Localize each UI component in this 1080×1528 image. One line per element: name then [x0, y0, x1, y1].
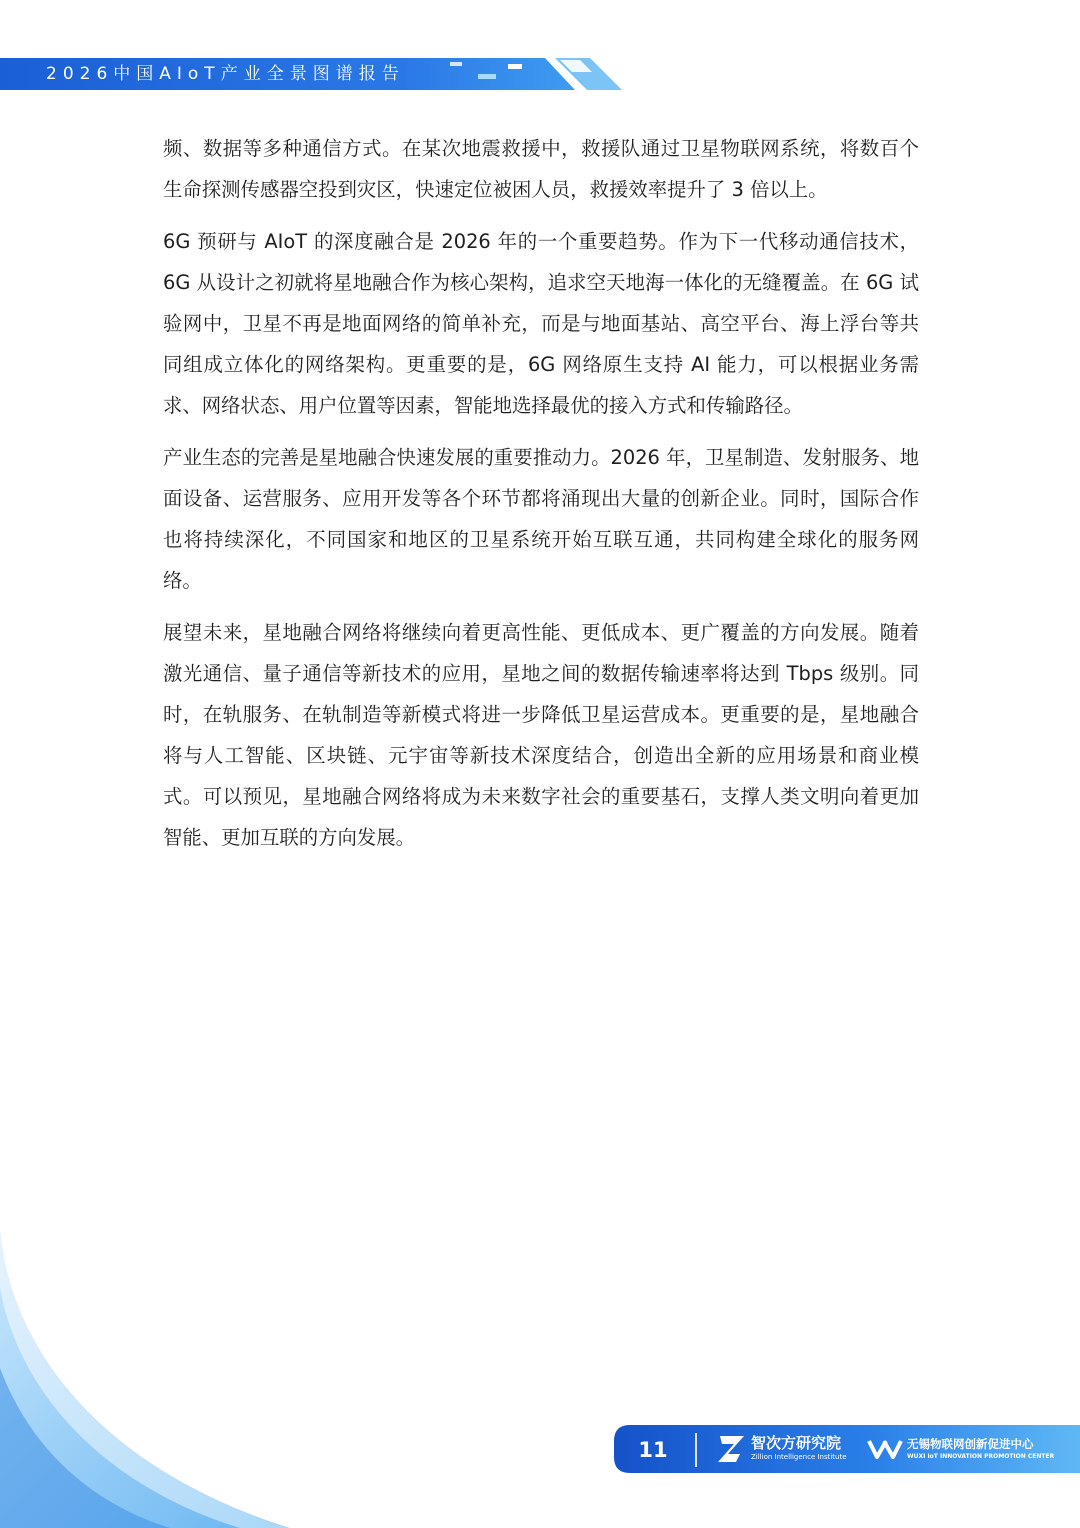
paragraph: 6G 预研与 AIoT 的深度融合是 2026 年的一个重要趋势。作为下一代移动通信技术，6G 从设计之初就将星地融合作为核心架构，追求空天地海一体化的无缝覆盖。在 6G 试验网中，卫星不再是地面网络的简单补充，而是与地面基站、高空平台、海上浮台等共同组成立体化的网络架构。更重要的是，6G 网络原生支持 AI 能力，可以根据业务需求、网络状态、用户位置等因素，智能地选择最优的接入方式和传输路径。: [163, 230, 919, 417]
paragraph: 频、数据等多种通信方式。在某次地震救援中，救援队通过卫星物联网系统，将数百个生命探测传感器空投到灾区，快速定位被困人员，救援效率提升了 3 倍以上。: [163, 137, 919, 201]
paragraph: 展望未来，星地融合网络将继续向着更高性能、更低成本、更广覆盖的方向发展。随着激光通信、量子通信等新技术的应用，星地之间的数据传输速率将达到 Tbps 级别。同时，在轨服务、在轨制造等新模式将进一步降低卫星运营成本。更重要的是，星地融合将与人工智能、区块链、元宇宙等新技术深度结合，创造出全新的应用场景和商业模式。可以预见，星地融合网络将成为未来数字社会的重要基石，支撑人类文明向着更加智能、更加互联的方向发展。: [163, 621, 919, 849]
institute-name: 智次方研究院: [751, 1434, 842, 1452]
institute-english-name: Zillion Intelligence Institute: [751, 1453, 847, 1461]
wuxi-center-logo-icon: [867, 1437, 903, 1461]
page-number: 11: [638, 1438, 668, 1462]
center-english-name: WUXI IoT INNOVATION PROMOTION CENTER: [907, 1453, 1055, 1460]
report-title: 2026中国AIoT产业全景图谱报告: [46, 64, 405, 84]
paragraph: 产业生态的完善是星地融合快速发展的重要推动力。2026 年，卫星制造、发射服务、地面设备、运营服务、应用开发等各个环节都将涌现出大量的创新企业。同时，国际合作也将持续深化，不同国家和地区的卫星系统开始互联互通，共同构建全球化的服务网络。: [163, 446, 919, 592]
footer-divider: [695, 1433, 697, 1467]
center-name: 无锡物联网创新促进中心: [907, 1437, 1034, 1451]
zillion-logo-icon: [716, 1432, 748, 1466]
corner-swoosh-decoration: [0, 1228, 300, 1528]
article-body: [163, 128, 919, 869]
